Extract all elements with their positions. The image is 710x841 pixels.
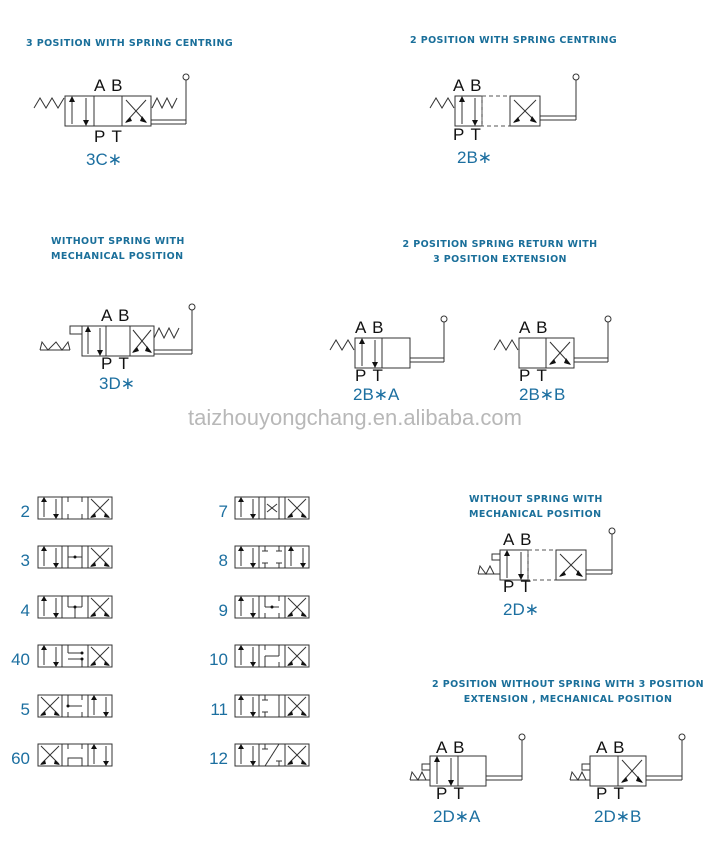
heading-line: 2 POSITION SPRING RETURN WITH: [402, 239, 598, 250]
spool-symbols-left: [38, 494, 118, 774]
spool-symbol-5: [38, 695, 112, 717]
spool-symbol-9: [235, 596, 309, 618]
spool-number: 7: [218, 502, 228, 521]
spool-number: 10: [209, 650, 228, 669]
port-label-pt: P T: [519, 366, 548, 385]
spool-symbol-7: [235, 497, 309, 519]
port-label-ab: A B: [436, 738, 466, 757]
heading-3-position-spring-centring: 3 POSITION WITH SPRING CENTRING: [26, 38, 234, 49]
port-label-pt: P T: [94, 127, 123, 146]
valve-symbol-2BA: [330, 314, 460, 374]
spool-number: 9: [218, 601, 228, 620]
spool-number: 11: [210, 700, 228, 719]
watermark-text: taizhouyongchang.en.alibaba.com: [188, 405, 522, 430]
spool-number: 5: [20, 700, 30, 719]
spool-symbol-4: [38, 596, 112, 618]
heading-without-spring-mech-2: [469, 492, 603, 522]
code-3D: 3D∗: [99, 374, 135, 393]
port-label-pt: P T: [503, 577, 532, 596]
heading-line: WITHOUT SPRING WITH: [469, 494, 603, 505]
spool-number: 40: [11, 650, 30, 669]
heading-line: MECHANICAL POSITION: [469, 509, 602, 520]
port-label-pt: P T: [436, 784, 465, 803]
port-label-pt: P T: [101, 354, 130, 373]
spool-symbols-right: [235, 494, 315, 774]
valve-symbol-2BB: [494, 314, 624, 374]
port-label-pt: P T: [453, 125, 482, 144]
port-label-ab: A B: [355, 318, 385, 337]
valve-symbol-2DB: [570, 732, 700, 792]
heading-line: 3 POSITION EXTENSION: [433, 254, 567, 265]
heading-line: EXTENSION , MECHANICAL POSITION: [463, 694, 673, 705]
port-label-ab: A B: [94, 76, 124, 95]
code-3C: 3C∗: [86, 150, 122, 169]
spool-number: 3: [20, 551, 30, 570]
heading-2-position-spring-centring: 2 POSITION WITH SPRING CENTRING: [410, 35, 618, 46]
spool-symbol-10: [235, 645, 309, 667]
heading-without-spring-mech-1: [51, 234, 185, 264]
port-label-ab: A B: [519, 318, 549, 337]
port-label-ab: A B: [596, 738, 626, 757]
heading-2-position-no-spring-3-ext: [420, 677, 710, 707]
code-2D: 2D∗: [503, 600, 539, 619]
code-2DA: 2D∗A: [433, 807, 481, 826]
code-2DB: 2D∗B: [594, 807, 642, 826]
heading-2-position-return-3-ext: [380, 237, 620, 267]
port-label-ab: A B: [503, 530, 533, 549]
spool-number: 8: [218, 551, 228, 570]
port-label-ab: A B: [101, 306, 131, 325]
port-label-pt: P T: [596, 784, 625, 803]
valve-symbol-2D: [478, 526, 628, 586]
spool-symbol-3: [38, 546, 112, 568]
code-2BB: 2B∗B: [519, 385, 566, 404]
port-label-ab: A B: [453, 76, 483, 95]
heading-line: WITHOUT SPRING WITH: [51, 236, 185, 247]
code-2BA: 2B∗A: [353, 385, 400, 404]
valve-symbol-2DA: [410, 732, 540, 792]
spool-number: 60: [11, 749, 30, 768]
spool-symbol-12: [235, 744, 309, 766]
spool-symbol-11: [235, 695, 309, 717]
spool-symbol-60: [38, 744, 112, 766]
spool-symbol-8: [235, 546, 309, 568]
port-label-pt: P T: [355, 366, 384, 385]
code-2B: 2B∗: [457, 148, 493, 167]
heading-line: MECHANICAL POSITION: [51, 251, 184, 262]
spool-number: 2: [20, 502, 30, 521]
spool-number: 4: [20, 601, 30, 620]
spool-symbol-40: [38, 645, 112, 667]
spool-number: 12: [209, 749, 228, 768]
spool-symbol-2: [38, 497, 112, 519]
heading-line: 2 POSITION WITHOUT SPRING WITH 3 POSITION: [432, 679, 704, 690]
